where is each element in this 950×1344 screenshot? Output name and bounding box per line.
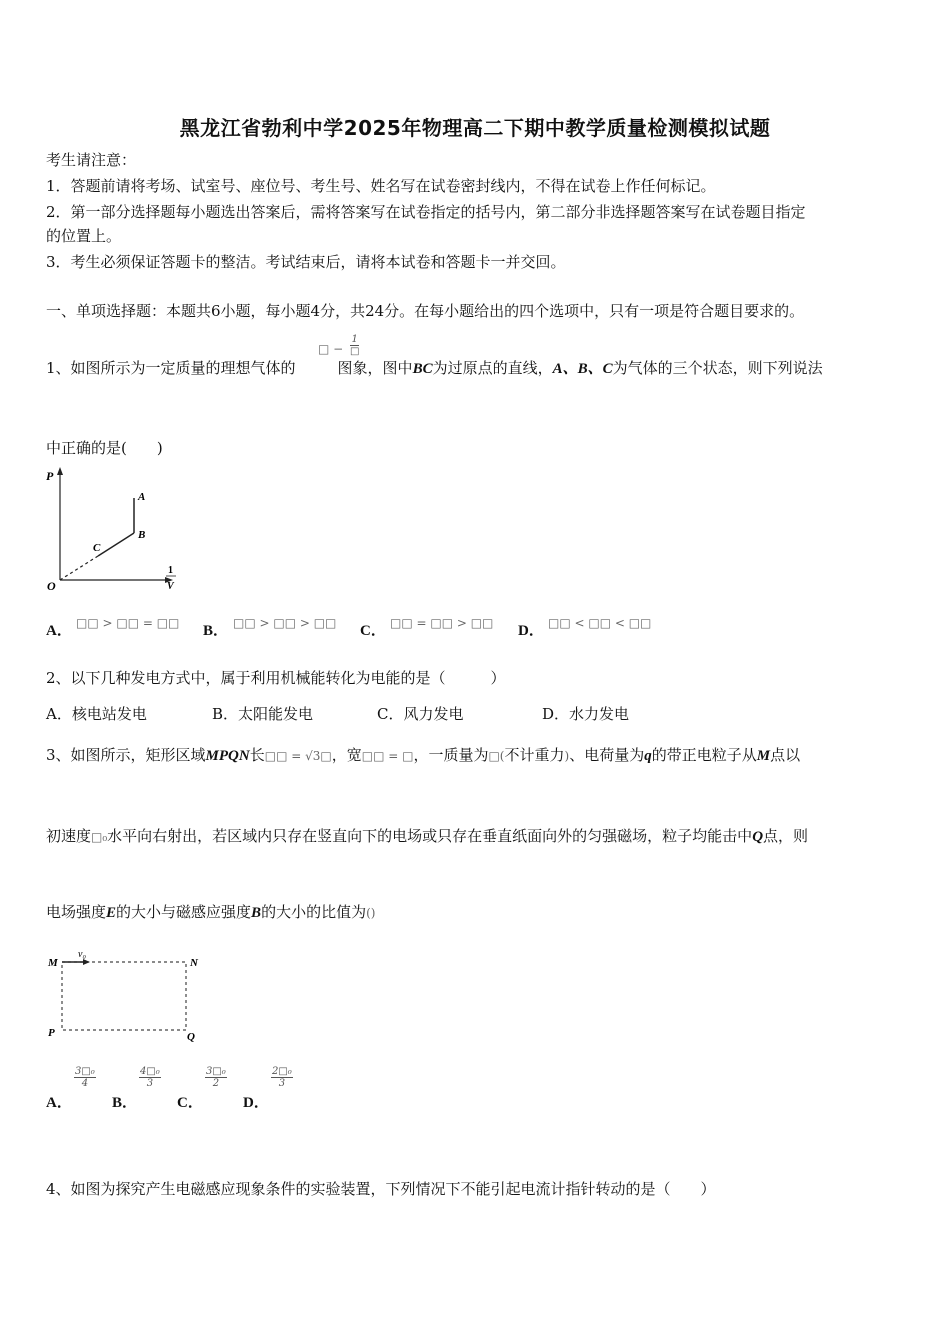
q3-option-d-frac: $\frac{\text{2□₀}}{3}$ (272, 1066, 292, 1089)
m-label: M (48, 957, 58, 969)
question-1-line2: 中正确的是( ) (46, 439, 163, 457)
q3-rectangle-diagram (44, 944, 214, 1044)
q1-option-d[interactable]: D． (518, 623, 544, 639)
q1-option-b[interactable]: B． (203, 623, 229, 639)
q1-option-a-expr: □□ > □□ = □□ (76, 616, 180, 630)
dashed-rectangle (62, 962, 186, 1030)
q1-formula: □ − (318, 342, 344, 356)
q1-fraction: 1 □ (350, 334, 360, 357)
notice-item: 1．答题前请将考场、试室号、座位号、考生号、姓名写在试卷密封线内，不得在试卷上作任何标记。 (46, 177, 716, 195)
q2-option-a[interactable]: A．核电站发电 (46, 705, 147, 723)
y-axis-arrow (57, 467, 63, 475)
q3-option-c-frac: $\frac{\text{3□₀}}{2}$ (206, 1066, 226, 1089)
notice-item: 的位置上。 (46, 227, 122, 245)
question-4-text: 4、如图为探究产生电磁感应现象条件的实验装置，下列情况下不能引起电流计指针转动的是（ ） (46, 1180, 716, 1198)
q2-option-c[interactable]: C．风力发电 (377, 705, 464, 723)
n-label: N (190, 957, 198, 969)
q1-option-b-expr: □□ > □□ > □□ (233, 616, 337, 630)
b-label: B (138, 529, 146, 541)
q1-pv-graph (40, 462, 190, 594)
v0-label: v₀ (78, 949, 86, 960)
q2-option-d[interactable]: D．水力发电 (542, 705, 630, 723)
x-den-label: V (167, 581, 174, 592)
q-label: Q (187, 1031, 195, 1043)
q3-option-b[interactable]: B． (112, 1095, 138, 1111)
q1-option-a[interactable]: A． (46, 623, 72, 639)
q1-option-d-expr: □□ < □□ < □□ (548, 616, 652, 630)
dashed-line-oc (60, 556, 98, 580)
o-label: O (47, 579, 56, 593)
line-cb (98, 533, 134, 556)
q3-option-d[interactable]: D． (243, 1095, 269, 1111)
question-1-text: 1、如图所示为一定质量的理想气体的 图象，图中BC为过原点的直线，A、B、C为气体的三个状态，则下列说法 (46, 359, 823, 377)
page-title: 黑龙江省勃利中学2025年物理高二下期中教学质量检测模拟试题 (179, 116, 771, 140)
p-label: P (46, 469, 54, 483)
notice-item: 2．第一部分选择题每小题选出答案后，需将答案写在试卷指定的括号内，第二部分非选择题答案写在试卷题目指定 (46, 203, 806, 221)
q3-option-c[interactable]: C． (177, 1095, 203, 1111)
q1-option-c-expr: □□ = □□ > □□ (390, 616, 494, 630)
q1-option-c[interactable]: C． (360, 623, 386, 639)
notice-heading: 考生请注意： (46, 151, 137, 169)
question-3-line1: 3、如图所示，矩形区域MPQN长□□ = √3□，宽□□ = □，一质量为□(不计重力)、电荷量为q的带正电粒子从M点以 (46, 746, 801, 764)
p-label: P (48, 1027, 55, 1039)
q2-option-b[interactable]: B．太阳能发电 (212, 705, 314, 723)
notice-item: 3．考生必须保证答题卡的整洁。考试结束后，请将本试卷和答题卡一并交回。 (46, 253, 566, 271)
q3-option-a[interactable]: A． (46, 1095, 72, 1111)
a-label: A (138, 491, 146, 503)
question-3-line3: 电场强度E的大小与磁感应强度B的大小的比值为() (46, 903, 376, 921)
c-label: C (93, 542, 101, 554)
q3-option-a-frac: $\frac{\text{3□₀}}{4}$ (75, 1066, 95, 1089)
x-num-label: 1 (168, 565, 173, 576)
q3-option-b-frac: $\frac{\text{4□₀}}{3}$ (140, 1066, 160, 1089)
question-3-line2: 初速度□₀水平向右射出，若区域内只存在竖直向下的电场或只存在垂直纸面向外的匀强磁场，粒子均能击中Q点，则 (46, 827, 809, 845)
section-heading: 一、单项选择题：本题共6小题，每小题4分，共24分。在每小题给出的四个选项中，只有一项是符合题目要求的。 (46, 302, 805, 320)
question-2-text: 2、以下几种发电方式中，属于利用机械能转化为电能的是（ ） (46, 669, 506, 687)
